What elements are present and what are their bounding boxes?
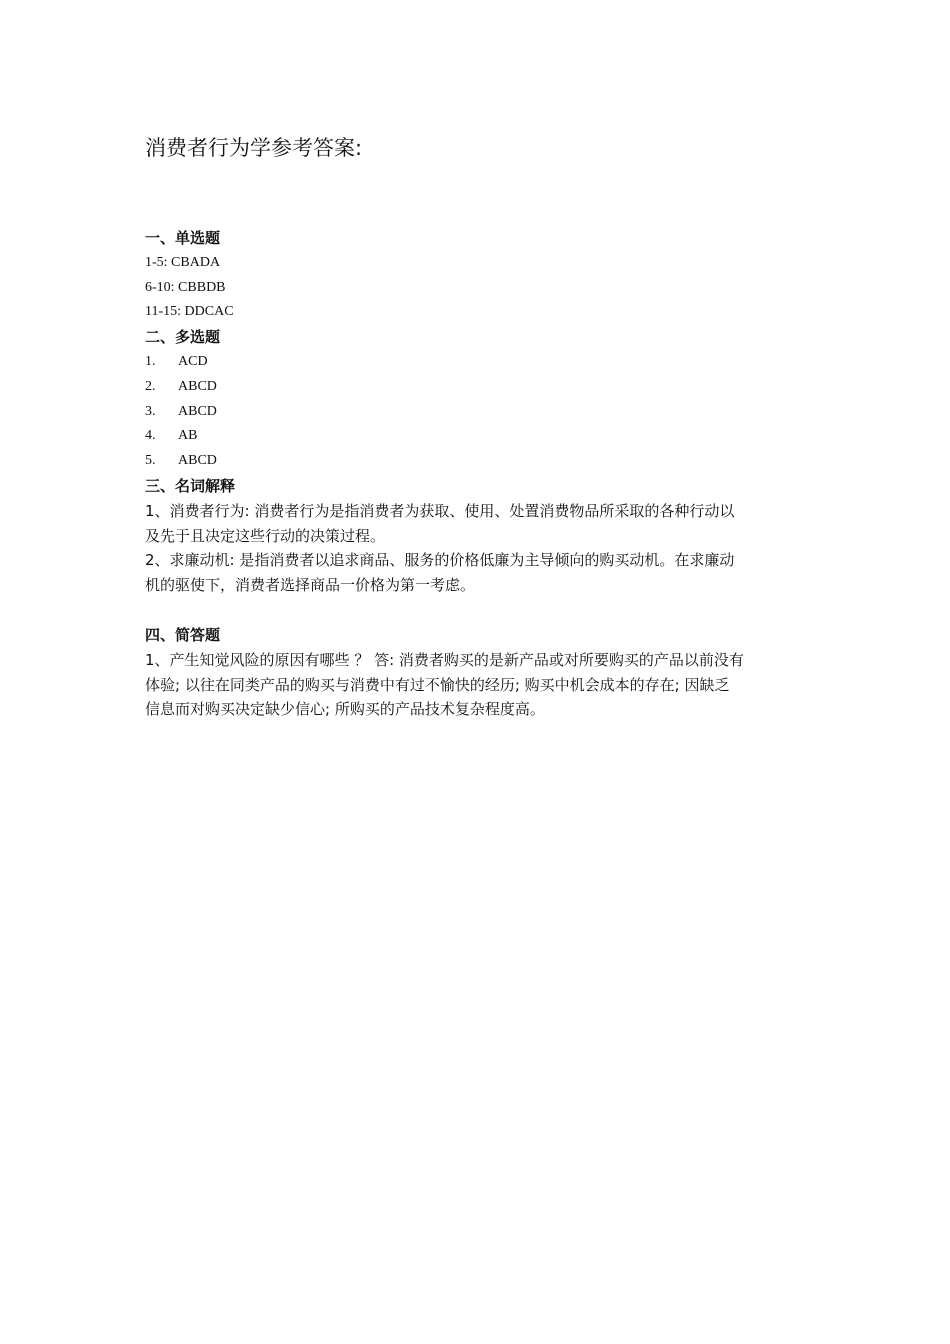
- multiple-choice-answer: ABCD: [178, 403, 217, 419]
- multiple-choice-number: 3.: [145, 403, 156, 419]
- terms-text-line: 机的驱使下，消费者选择商品一价格为第一考虑。: [145, 576, 476, 595]
- multiple-choice-item: [145, 375, 813, 400]
- multiple-choice-item: [145, 400, 813, 425]
- multiple-choice-answer: ABCD: [178, 378, 217, 394]
- multiple-choice-answer: ACD: [178, 353, 208, 369]
- document-body: [145, 226, 813, 722]
- single-choice-line: 6-10: CBBDB: [145, 279, 226, 295]
- section-heading-multiple-choice: 二、多选题: [145, 328, 221, 347]
- multiple-choice-answer: AB: [178, 428, 198, 444]
- single-choice-line: 11-15: DDCAC: [145, 304, 234, 320]
- multiple-choice-number: 1.: [145, 353, 156, 369]
- terms-text-line: 2、求廉动机: 是指消费者以追求商品、服务的价格低廉为主导倾向的购买动机。在求廉动: [145, 551, 735, 570]
- section-heading-single-choice: 一、单选题: [145, 229, 221, 247]
- multiple-choice-item: [145, 424, 813, 449]
- terms-text-line: 1、消费者行为: 消费者行为是指消费者为获取、使用、处置消费物品所采取的各种行动以: [145, 501, 735, 520]
- document-title: 消费者行为学参考答案:: [145, 136, 363, 160]
- section-spacer: [145, 598, 813, 623]
- section-heading-terms: 三、名词解释: [145, 476, 236, 495]
- multiple-choice-item: [145, 350, 813, 375]
- short-answer-text-line: 体验; 以往在同类产品的购买与消费中有过不愉快的经历; 购买中机会成本的存在; 因缺乏: [145, 675, 730, 694]
- terms-text-line: 及先于且决定这些行动的决策过程。: [145, 526, 386, 545]
- multiple-choice-answer: ABCD: [178, 453, 217, 469]
- short-answer-text-line: 1、产生知觉风险的原因有哪些 ？ 答: 消费者购买的是新产品或对所要购买的产品以前没有: [145, 650, 744, 669]
- multiple-choice-number: 5.: [145, 453, 156, 469]
- section-heading-short-answer: 四、简答题: [145, 625, 221, 644]
- multiple-choice-number: 2.: [145, 378, 156, 394]
- multiple-choice-number: 4.: [145, 428, 156, 444]
- single-choice-line: 1-5: CBADA: [145, 254, 221, 270]
- multiple-choice-item: [145, 449, 813, 474]
- short-answer-text-line: 信息而对购买决定缺少信心; 所购买的产品技术复杂程度高。: [145, 700, 545, 719]
